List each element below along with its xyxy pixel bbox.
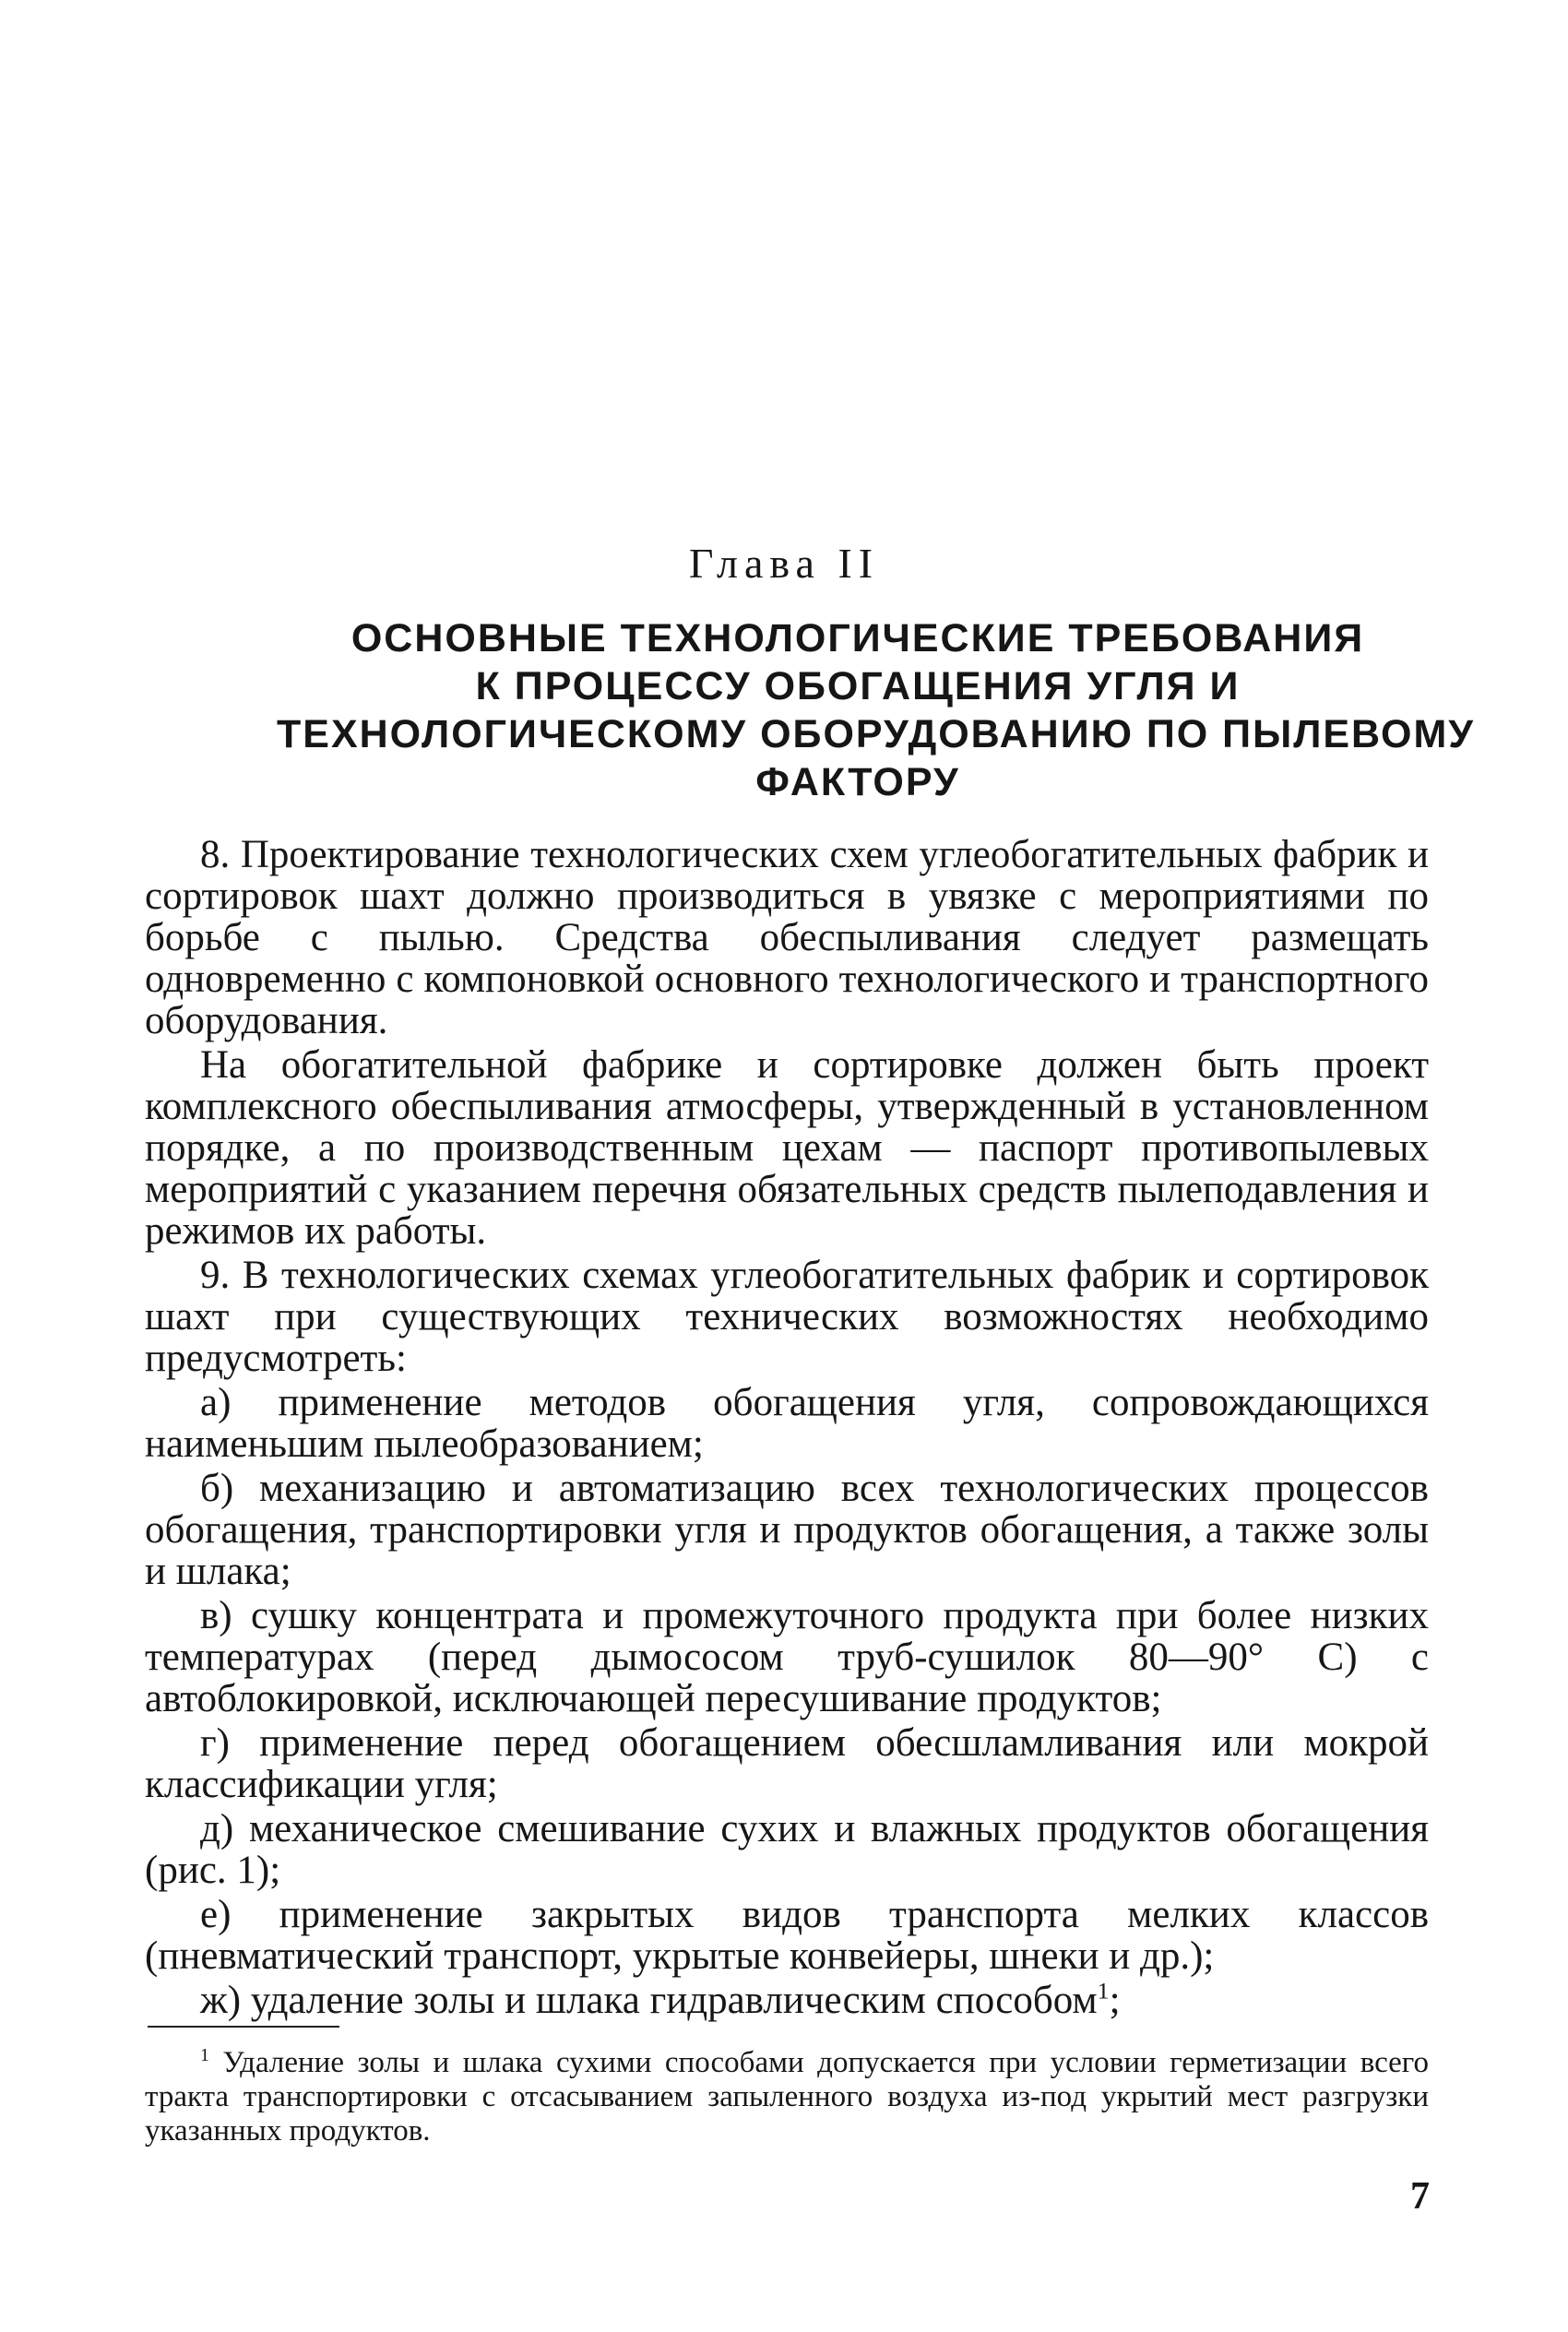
list-item-a: а) применение методов обогащения угля, сопровождающихся наименьшим пылеобразованием;	[145, 1381, 1429, 1466]
chapter-label: Глава II	[688, 540, 880, 587]
chapter-title	[277, 614, 1476, 806]
paragraph-9: 9. В технологических схемах углеобогатительных фабрик и сортировок шахт при существующих технических возможностях необходимо предусмотреть:	[145, 1254, 1429, 1380]
chapter-title-line: ТЕХНОЛОГИЧЕСКОМУ ОБОРУДОВАНИЮ ПО ПЫЛЕВОМУ	[277, 712, 1476, 756]
footnote	[145, 2046, 1429, 2148]
list-item-zh-end: ;	[1109, 1979, 1121, 2022]
footnote-text: Удаление золы и шлака сухими способами допускается при условии герметизации всего тракта транспортировки с отсасыванием запыленного воздуха из-под укрытий мест разгрузки указанных продуктов.	[145, 2046, 1429, 2148]
chapter-title-line: К ПРОЦЕССУ ОБОГАЩЕНИЯ УГЛЯ И	[475, 664, 1241, 708]
chapter-title-line: ФАКТОРУ	[755, 760, 960, 804]
list-item-v: в) сушку концентрата и промежуточного продукта при более низких температурах (перед дымососом труб-сушилок 80—90° С) с автоблокировкой, исключающей пересушивание продуктов;	[145, 1594, 1429, 1720]
body-text	[145, 834, 1429, 2021]
chapter-title-line: ОСНОВНЫЕ ТЕХНОЛОГИЧЕСКИЕ ТРЕБОВАНИЯ	[350, 616, 1365, 660]
list-item-b: б) механизацию и автоматизацию всех технологических процессов обогащения, транспортировки угля и продуктов обогащения, а также золы и шлака;	[145, 1467, 1429, 1593]
paragraph-8: 8. Проектирование технологических схем углеобогатительных фабрик и сортировок шахт должно производиться в увязке с мероприятиями по борьбе с пылью. Средства обеспыливания следует размещать одновременно с компоновкой основного технологического и транспортного оборудования.	[145, 833, 1429, 1042]
footnote-ref: 1	[1097, 1977, 1110, 2005]
list-item-e: е) применение закрытых видов транспорта мелких классов (пневматический транспорт, укрытые конвейеры, шнеки и др.);	[145, 1893, 1429, 1978]
footnote-marker: 1	[200, 2045, 209, 2065]
list-item-g: г) применение перед обогащением обесшламливания или мокрой классификации угля;	[145, 1721, 1429, 1806]
paragraph-project: На обогатительной фабрике и сортировке должен быть проект комплексного обеспыливания атмосферы, утвержденный в установленном порядке, а по производственным цехам — паспорт противопылевых мероприятий с указанием перечня обязательных средств пылеподавления и режимов их работы.	[145, 1043, 1429, 1253]
footnote-divider	[148, 2026, 339, 2028]
list-item-zh-text: ж) удаление золы и шлака гидравлическим способом	[200, 1979, 1098, 2022]
list-item-d: д) механическое смешивание сухих и влажных продуктов обогащения (рис. 1);	[145, 1807, 1429, 1892]
list-item-zh	[145, 1977, 1429, 2022]
page-number: 7	[1410, 2175, 1430, 2218]
